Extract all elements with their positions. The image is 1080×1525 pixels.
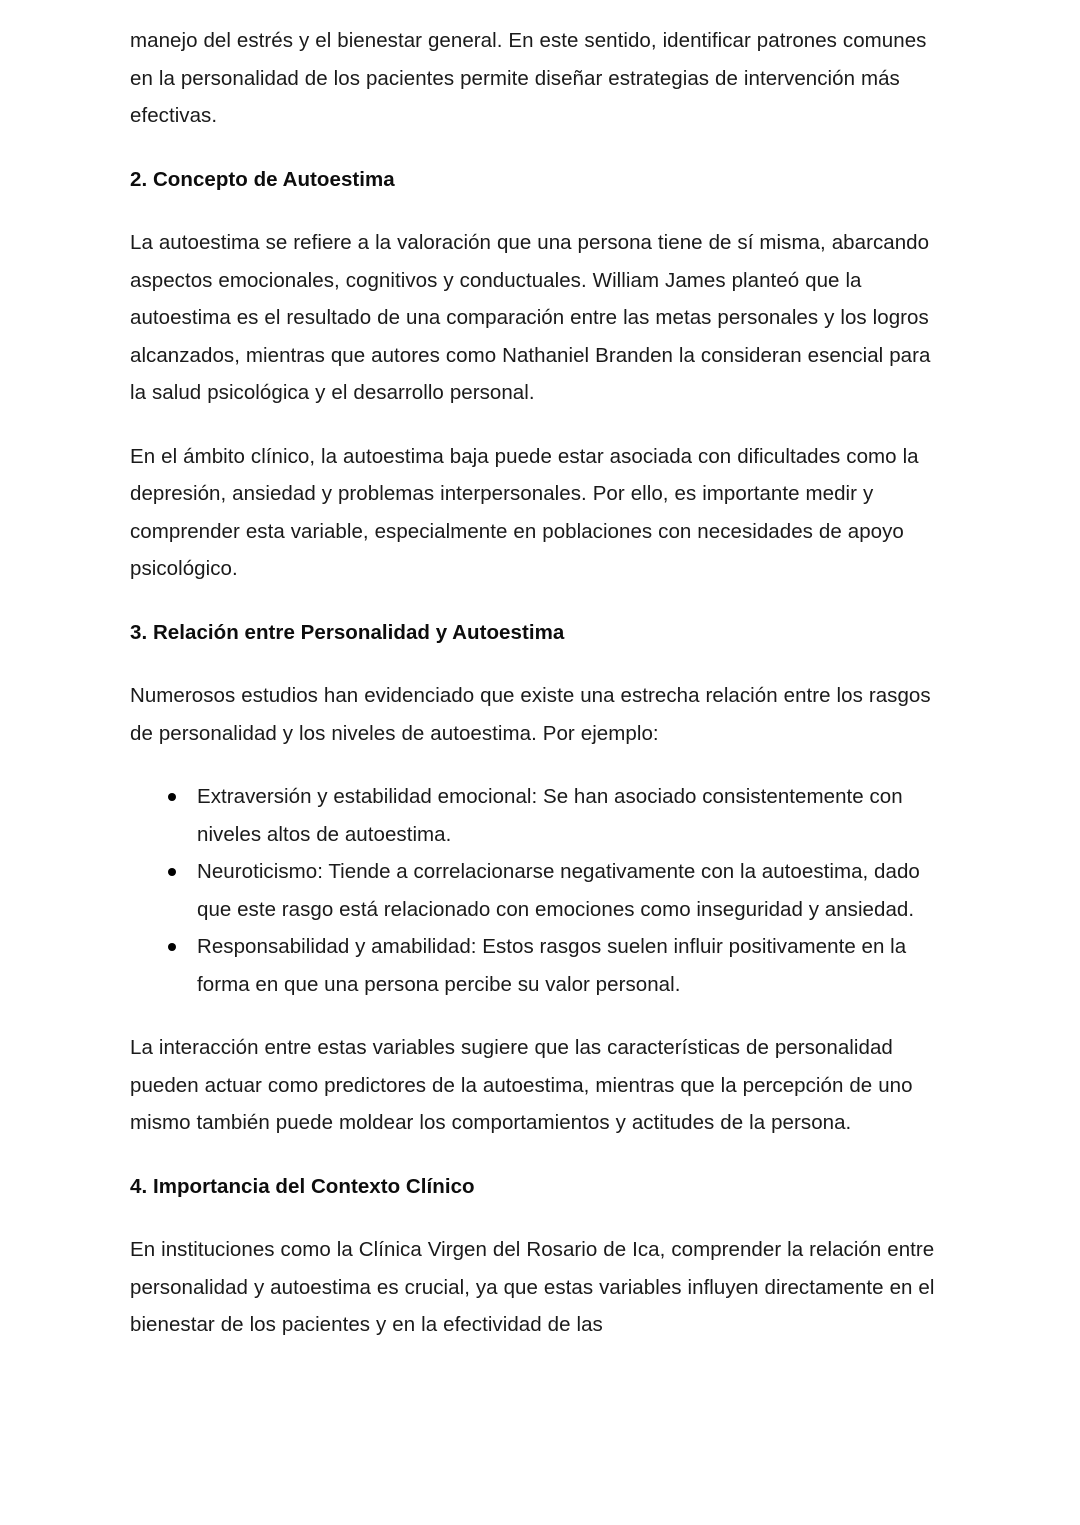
paragraph-contexto-clinico: En instituciones como la Clínica Virgen del Rosario de Ica, comprender la relación entre personalidad y autoestima es crucial, ya que estas variables influyen directamente en el bienestar de los pacientes y en la efectividad de las [130,1238,935,1336]
bullet-point-icon [168,793,176,801]
bullet-point-icon [168,943,176,951]
list-item-text: Responsabilidad y amabilidad: Estos rasgos suelen influir positivamente en la forma en que una persona percibe su valor personal. [197,935,907,996]
list-item-text: Extraversión y estabilidad emocional: Se han asociado consistentemente con niveles altos de autoestima. [197,785,903,846]
paragraph-estudios-evidencia: Numerosos estudios han evidenciado que existe una estrecha relación entre los rasgos de personalidad y los niveles de autoestima. Por ejemplo: [130,684,931,745]
section-heading-relacion-personalidad-autoestima: 3. Relación entre Personalidad y Autoestima [130,620,565,644]
list-item [130,778,950,853]
bullet-point-icon [168,868,176,876]
personality-traits-list [130,778,950,1003]
document-content [130,22,950,1344]
list-item-text: Neuroticismo: Tiende a correlacionarse negativamente con la autoestima, dado que este rasgo está relacionado con emociones como inseguridad y ansiedad. [197,860,920,921]
paragraph-autoestima-definicion: La autoestima se refiere a la valoración que una persona tiene de sí misma, abarcando aspectos emocionales, cognitivos y conductuales. William James planteó que la autoestima es el resultado de una comparación entre las metas personales y los logros alcanzados, mientras que autores como Nathaniel Branden la consideran esencial para la salud psicológica y el desarrollo personal. [130,231,931,404]
list-item [130,853,950,928]
paragraph-autoestima-clinica: En el ámbito clínico, la autoestima baja puede estar asociada con dificultades como la depresión, ansiedad y problemas interpersonales. Por ello, es importante medir y comprender esta variable, especialmente en poblaciones con necesidades de apoyo psicológico. [130,444,919,580]
section-heading-importancia-contexto-clinico: 4. Importancia del Contexto Clínico [130,1174,475,1198]
section-heading-concepto-de-autoestima: 2. Concepto de Autoestima [130,167,395,191]
paragraph-interaccion-variables: La interacción entre estas variables sugiere que las características de personalidad pueden actuar como predictores de la autoestima, mientras que la percepción de uno mismo también puede moldear los comportamientos y actitudes de la persona. [130,1036,913,1134]
intro-paragraph: manejo del estrés y el bienestar general. En este sentido, identificar patrones comunes en la personalidad de los pacientes permite diseñar estrategias de intervención más efectivas. [130,29,927,127]
list-item [130,928,950,1003]
